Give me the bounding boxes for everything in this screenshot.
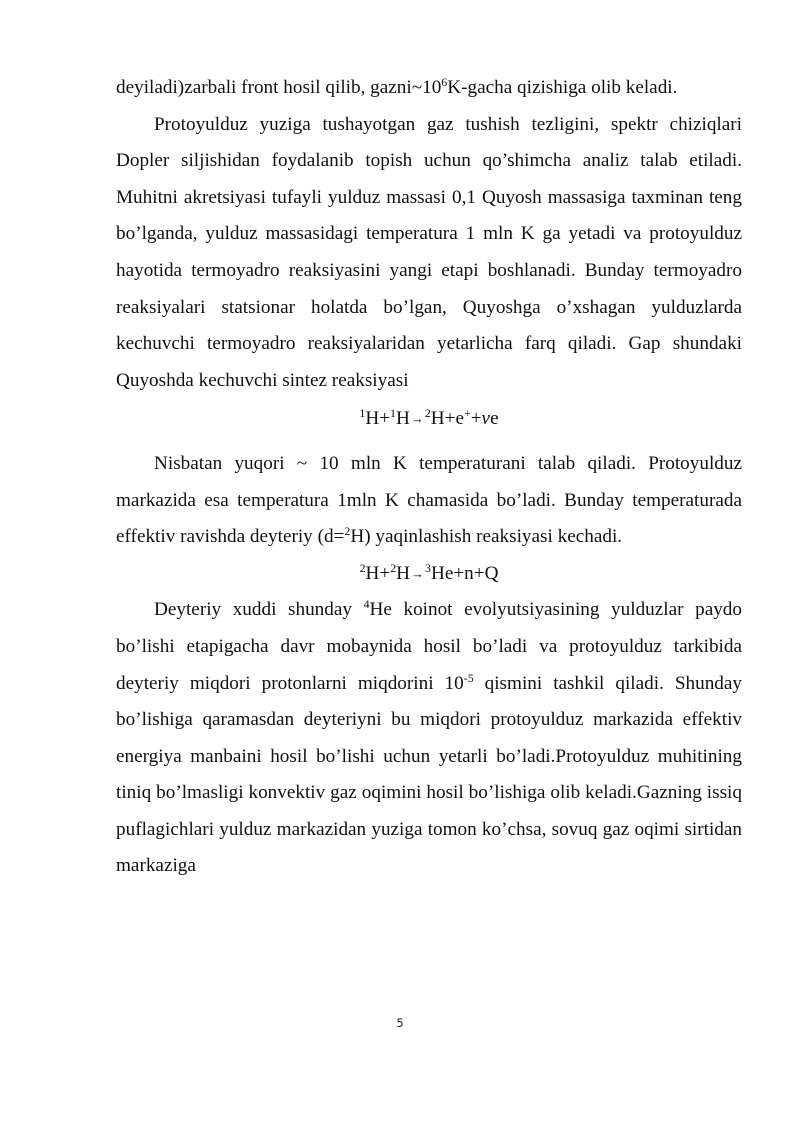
superscript: -5 [463,670,474,685]
paragraph-1 [116,70,742,107]
formula-term: + [470,408,482,430]
paragraph-3 [116,446,742,556]
arrow-icon: → [411,565,425,581]
mass-number: 1 [390,406,396,421]
paragraph-3-text-end: H) yaqinlashish reaksiyasi kechadi. [350,526,623,548]
paragraph-4-text: Deyteriy xuddi shunday [154,599,364,621]
formula-term: H+ [365,562,391,584]
formula-proton-fusion [116,399,742,446]
formula-term: H+e [430,408,464,430]
body-text [116,70,742,885]
paragraph-1-text: deyiladi)zarbali front hosil qilib, gazni~10 [116,77,442,98]
superscript: 2 [344,523,351,538]
mass-number: 2 [424,406,431,421]
paragraph-1-text-end: K-gacha qizishiga olib keladi. [447,77,678,98]
mass-number: 3 [425,560,431,575]
mass-number: 1 [359,406,366,421]
paragraph-2: Protoyulduz yuziga tushayotgan gaz tushish tezligini, spektr chiziqlari Dopler siljishidan foydalanib topish uchun qo’shimcha analiz talab etiladi. Muhitni akretsiyasi tufayli yulduz massasi 0,1 Quyosh massasiga taxminan teng bo’lganda, yulduz massasidagi temperatura 1 mln K ga yetadi va protoyulduz hayotida termoyadro reaksiyasini yangi etapi boshlanadi. Bunday termoyadro reaksiyalari statsionar holatda bo’lgan, Quyoshga o’xshagan yulduzlarda kechuvchi termoyadro reaksiyalaridan yetarlicha farq qiladi. Gap shundaki Quyoshda kechuvchi sintez reaksiyasi [116,113,742,391]
paragraph-4-text-mid: He koinot evolyutsiyasining yulduzlar paydo bo’lishi etapigacha davr mobaynida hosil bo’ladi va protoyulduz tarkibida deyteriy miqdori protonlarni miqdorini 10 [116,599,742,694]
formula-term: H [395,408,410,430]
paragraph-3-text: Nisbatan yuqori ~ 10 mln K temperaturani talab qiladi. Protoyulduz markazida esa temperatura 1mln K chamasida bo’ladi. Bunday temperaturada effektiv ravishda deyteriy (d= [116,452,742,548]
paragraph-4 [116,592,742,885]
formula-deuterium-fusion [116,556,742,593]
page-number: 5 [396,1016,404,1030]
paragraph-4-text-end: qismini tashkil qiladi. Shunday bo’lishiga qaramasdan deyteriyni bu miqdori protoyulduz markazida effektiv energiya manbaini hosil bo’lishi uchun yetarli bo’ladi.Protoyulduz muhitining tiniq bo’lmasligi konvektiv gaz oqimini hosil bo’lishiga olib keladi.Gazning issiq puflagichlari yulduz markazidan yuziga tomon ko’chsa, sovuq gaz oqimi sirtidan markaziga [116,672,743,877]
formula-term: H [396,562,411,584]
mass-number: 2 [390,560,397,575]
formula-term: He+n+Q [430,562,499,584]
charge-sign: + [464,406,471,421]
formula-term: H+ [365,408,391,430]
mass-number: 2 [359,560,366,575]
formula-term: e [490,408,499,430]
superscript: 6 [441,74,448,89]
arrow-icon: → [410,411,424,427]
neutrino-symbol: ν [481,408,491,430]
superscript: 4 [363,597,370,612]
